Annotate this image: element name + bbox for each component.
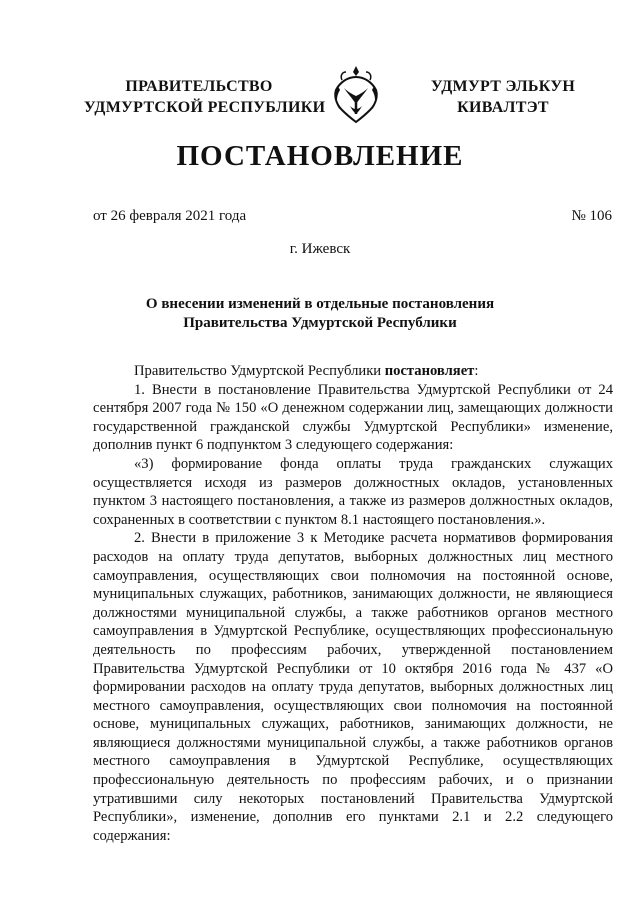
clause-2: 2. Внести в приложение 3 к Методике расчета нормативов формирования расходов на оплату труда депутатов, выборных должностных лиц местного самоуправления, осуществляющих свои полномочия на постоянной основе, муниципальных служащих, работников, занимающих должности, не являющиеся должностями муниципальной службы, а также работников органов местного самоуправления в Удмуртской Республике, осуществляющих профессиональную деятельность по профессиям рабочих, утвержденной постановлением Правительства Удмуртской Республики от 10 октября 2016 года № 437 «О формировании расходов на оплату труда депутатов, выборных должностных лиц местного самоуправления, осуществляющих свои полномочия на постоянной основе, муниципальных служащих, работников, занимающих должности, не являющиеся должностями муниципальной службы, а также работников органов местного самоуправления в Удмуртской Республике, осуществляющих профессиональную деятельность по профессиям рабочих, и о признании утратившими силу некоторых постановлений Правительства Удмуртской Республики», изменение, дополнив его пунктами 2.1 и 2.2 следующего содержания:	[93, 530, 613, 844]
clause-1: 1. Внести в постановление Правительства Удмуртской Республики от 24 сентября 2007 года № 150 «О денежном содержании лиц, замещающих должности государственной гражданской службы Удмуртской Республики» изменение, дополнив пункт 6 подпунктом 3 следующего содержания:	[93, 381, 613, 454]
document-number: № 106	[571, 208, 612, 224]
issuer-name-udmurt	[418, 76, 588, 118]
document-body	[93, 362, 613, 845]
intro-colon: :	[474, 363, 479, 379]
udmurt-coat-of-arms-icon	[330, 64, 382, 124]
document-date: от 26 февраля 2021 года	[93, 208, 247, 224]
subject-line-1: О внесении изменений в отдельные постановления	[145, 296, 495, 312]
issuer-name-russian	[84, 76, 326, 118]
intro-keyword: постановляет	[384, 363, 475, 379]
subject-line-2: Правительства Удмуртской Республики	[183, 315, 457, 331]
intro-paragraph	[93, 362, 613, 381]
document-city: г. Ижевск	[289, 241, 351, 257]
issuer-udmurt-line-1: УДМУРТ ЭЛЬКУН	[430, 78, 576, 95]
issuer-line-1: ПРАВИТЕЛЬСТВО	[125, 78, 273, 95]
document-title: ПОСТАНОВЛЕНИЕ	[176, 140, 464, 172]
intro-text: Правительство Удмуртской Республики	[134, 363, 385, 379]
document-subject	[0, 295, 640, 333]
issuer-udmurt-line-2: КИВАЛТЭТ	[457, 99, 549, 116]
clause-1-quote: «3) формирование фонда оплаты труда гражданских служащих осуществляется исходя из размеров должностных окладов, установленных пунктом 3 настоящего постановления, а также из размеров должностных окладов, сохраненных в соответствии с пунктом 8.1 настоящего постановления.».	[93, 455, 613, 528]
issuer-line-2: УДМУРТСКОЙ РЕСПУБЛИКИ	[84, 99, 326, 116]
